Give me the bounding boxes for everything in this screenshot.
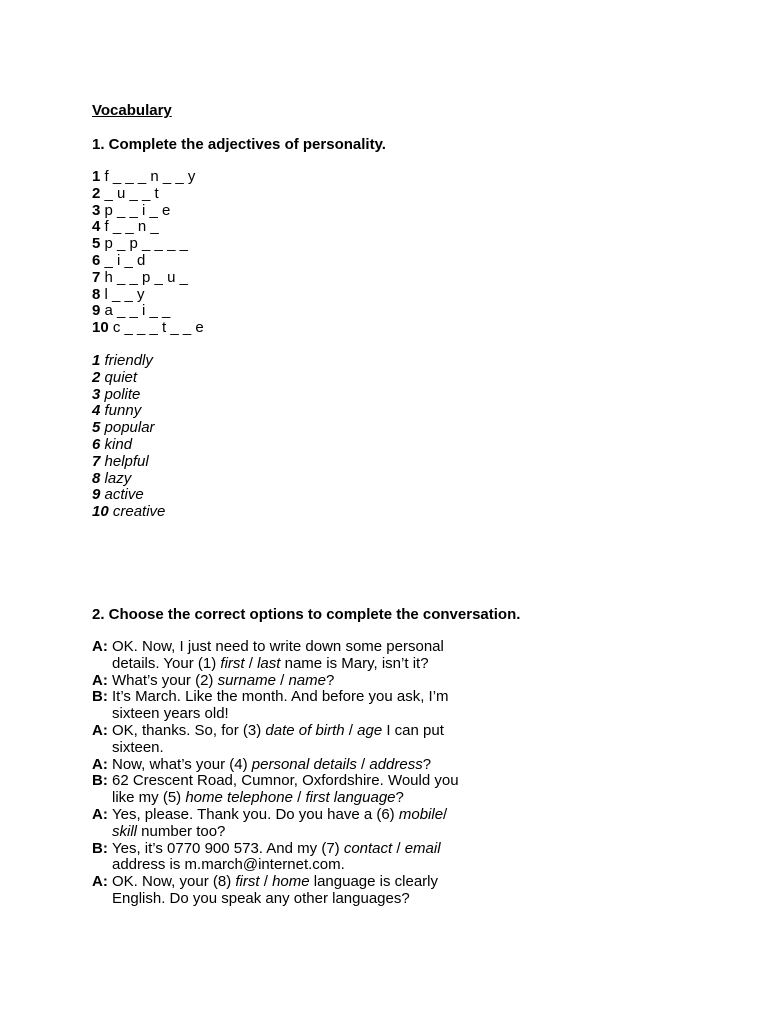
dialogue-line bbox=[112, 841, 472, 858]
dialogue-turn bbox=[92, 723, 472, 757]
answer-item-number: 7 bbox=[92, 452, 101, 470]
answer-item bbox=[92, 487, 692, 504]
dialogue-line bbox=[112, 824, 472, 841]
answer-item-number: 2 bbox=[92, 368, 101, 386]
puzzle-item-number: 3 bbox=[92, 201, 101, 219]
dialogue-text: ? bbox=[422, 755, 432, 773]
speaker-label: A: bbox=[92, 721, 108, 739]
dialogue-text: / bbox=[344, 721, 358, 739]
puzzle-item-number: 10 bbox=[92, 319, 109, 337]
answer-option: first language bbox=[305, 789, 396, 807]
answer-item-text: friendly bbox=[104, 351, 153, 369]
dialogue-text: Yes, it’s 0770 900 573. And my (7) bbox=[112, 839, 344, 857]
dialogue-turn bbox=[92, 841, 472, 875]
puzzle-item bbox=[92, 270, 692, 287]
dialogue-text: ? bbox=[395, 789, 404, 807]
answer-option: first bbox=[220, 654, 245, 672]
puzzle-item-number: 8 bbox=[92, 285, 101, 303]
answer-item-text: active bbox=[104, 486, 144, 504]
puzzle-item-text: f _ _ n _ bbox=[104, 218, 159, 236]
dialogue-line bbox=[112, 689, 472, 706]
exercise-2 bbox=[92, 605, 692, 908]
answer-item-text: quiet bbox=[104, 368, 138, 386]
answer-item-number: 8 bbox=[92, 469, 101, 487]
dialogue-text: OK. Now, I just need to write down some personal bbox=[112, 637, 444, 655]
answer-item-number: 5 bbox=[92, 419, 101, 437]
dialogue-text: language is clearly bbox=[309, 873, 439, 891]
answer-item-text: creative bbox=[112, 503, 166, 521]
puzzle-item-text: _ u _ _ t bbox=[104, 184, 159, 202]
conversation bbox=[92, 639, 692, 908]
puzzle-item-number: 6 bbox=[92, 251, 101, 269]
puzzle-item bbox=[92, 169, 692, 186]
answer-item-text: popular bbox=[104, 419, 155, 437]
dialogue-line bbox=[112, 723, 472, 740]
dialogue-line bbox=[112, 740, 472, 757]
dialogue-line bbox=[112, 857, 472, 874]
puzzle-item bbox=[92, 186, 692, 203]
answer-item-number: 10 bbox=[92, 503, 109, 521]
dialogue-text: 62 Crescent Road, Cumnor, Oxfordshire. Would you bbox=[112, 772, 459, 790]
dialogue-text: like my (5) bbox=[112, 789, 186, 807]
answer-item bbox=[92, 504, 692, 521]
dialogue-text: I can put bbox=[382, 721, 444, 739]
worksheet-page bbox=[92, 101, 692, 908]
answer-option: surname bbox=[217, 671, 276, 689]
answer-item bbox=[92, 353, 692, 370]
dialogue-line bbox=[112, 773, 472, 790]
answer-option: date of birth bbox=[265, 721, 345, 739]
puzzle-item bbox=[92, 219, 692, 236]
answer-item bbox=[92, 471, 692, 488]
speaker-label: A: bbox=[92, 755, 108, 773]
dialogue-line bbox=[112, 757, 472, 774]
section-heading: Vocabulary bbox=[92, 102, 172, 119]
answer-item-text: polite bbox=[104, 385, 141, 403]
exercise-1-title: 1. Complete the adjectives of personality. bbox=[92, 136, 386, 153]
dialogue-text: OK, thanks. So, for (3) bbox=[112, 721, 266, 739]
dialogue-line bbox=[112, 891, 472, 908]
answer-item-number: 4 bbox=[92, 402, 101, 420]
exercise-2-title: 2. Choose the correct options to complete the conversation. bbox=[92, 605, 521, 623]
puzzle-item bbox=[92, 203, 692, 220]
answer-item bbox=[92, 437, 692, 454]
dialogue-text: It’s March. Like the month. And before you ask, I’m bbox=[112, 688, 449, 706]
answer-option: mobile bbox=[398, 805, 444, 823]
puzzle-item bbox=[92, 236, 692, 253]
answer-option: contact bbox=[343, 839, 393, 857]
speaker-label: A: bbox=[92, 637, 108, 655]
answer-option: age bbox=[357, 721, 383, 739]
puzzle-item-text: a _ _ i _ _ bbox=[104, 302, 171, 320]
puzzle-item bbox=[92, 320, 692, 337]
answer-item bbox=[92, 370, 692, 387]
puzzle-item-number: 2 bbox=[92, 184, 101, 202]
puzzle-item-number: 1 bbox=[92, 168, 101, 185]
dialogue-line bbox=[112, 706, 472, 723]
answer-item bbox=[92, 387, 692, 404]
puzzle-item-number: 4 bbox=[92, 218, 101, 236]
answer-option: home telephone bbox=[185, 789, 293, 807]
dialogue-turn bbox=[92, 807, 472, 841]
answer-item-number: 3 bbox=[92, 385, 101, 403]
answer-item-text: helpful bbox=[104, 452, 149, 470]
speaker-label: B: bbox=[92, 688, 108, 706]
dialogue-turn bbox=[92, 773, 472, 807]
puzzle-item bbox=[92, 287, 692, 304]
dialogue-line bbox=[112, 656, 472, 673]
answer-option: home bbox=[272, 873, 310, 891]
answer-option: personal details bbox=[251, 755, 357, 773]
dialogue-text: sixteen. bbox=[112, 738, 164, 756]
dialogue-text: OK. Now, your (8) bbox=[112, 873, 236, 891]
puzzle-list bbox=[92, 169, 692, 337]
answer-item-text: kind bbox=[104, 435, 133, 453]
dialogue-text: / bbox=[356, 755, 370, 773]
answer-item-text: lazy bbox=[104, 469, 132, 487]
answer-item-number: 9 bbox=[92, 486, 101, 504]
puzzle-item-text: _ i _ d bbox=[104, 251, 146, 269]
speaker-label: B: bbox=[92, 772, 108, 790]
speaker-label: A: bbox=[92, 671, 108, 689]
dialogue-text: English. Do you speak any other languages? bbox=[112, 889, 410, 907]
answer-item-number: 6 bbox=[92, 435, 101, 453]
dialogue-turn bbox=[92, 757, 472, 774]
dialogue-text: details. Your (1) bbox=[112, 654, 221, 672]
dialogue-text: / bbox=[259, 873, 273, 891]
dialogue-text: / bbox=[443, 805, 448, 823]
puzzle-item-number: 7 bbox=[92, 268, 101, 286]
dialogue-line bbox=[112, 874, 472, 891]
puzzle-item-number: 5 bbox=[92, 235, 101, 253]
puzzle-item-text: p _ _ i _ e bbox=[104, 201, 171, 219]
puzzle-item bbox=[92, 303, 692, 320]
dialogue-text: / bbox=[244, 654, 258, 672]
exercise-1 bbox=[92, 135, 692, 521]
puzzle-item bbox=[92, 253, 692, 270]
puzzle-item-text: c _ _ _ t _ _ e bbox=[112, 319, 204, 337]
answer-list bbox=[92, 353, 692, 521]
answer-option: address bbox=[369, 755, 423, 773]
dialogue-text: Yes, please. Thank you. Do you have a (6) bbox=[112, 805, 399, 823]
puzzle-item-text: p _ p _ _ _ _ bbox=[104, 235, 188, 253]
dialogue-text: Now, what’s your (4) bbox=[112, 755, 252, 773]
dialogue-turn bbox=[92, 689, 472, 723]
speaker-label: B: bbox=[92, 839, 108, 857]
answer-item bbox=[92, 403, 692, 420]
dialogue-line bbox=[112, 639, 472, 656]
speaker-label: A: bbox=[92, 873, 108, 891]
speaker-label: A: bbox=[92, 805, 108, 823]
answer-option: last bbox=[257, 654, 281, 672]
dialogue-text: / bbox=[292, 789, 306, 807]
dialogue-line bbox=[112, 807, 472, 824]
puzzle-item-text: h _ _ p _ u _ bbox=[104, 268, 188, 286]
puzzle-item-text: l _ _ y bbox=[104, 285, 145, 303]
dialogue-text: / bbox=[275, 671, 289, 689]
dialogue-text: number too? bbox=[137, 822, 226, 840]
dialogue-text: name is Mary, isn’t it? bbox=[280, 654, 429, 672]
answer-option: email bbox=[404, 839, 441, 857]
answer-option: first bbox=[235, 873, 260, 891]
answer-option: skill bbox=[112, 822, 137, 840]
puzzle-item-number: 9 bbox=[92, 302, 101, 320]
puzzle-item-text: f _ _ _ n _ _ y bbox=[104, 168, 196, 185]
dialogue-text: sixteen years old! bbox=[112, 705, 229, 723]
dialogue-text: / bbox=[392, 839, 405, 857]
dialogue-turn bbox=[92, 639, 472, 673]
dialogue-line bbox=[112, 790, 472, 807]
answer-item bbox=[92, 454, 692, 471]
answer-item-number: 1 bbox=[92, 351, 101, 369]
dialogue-line bbox=[112, 673, 472, 690]
answer-item-text: funny bbox=[104, 402, 142, 420]
dialogue-text: What’s your (2) bbox=[112, 671, 218, 689]
dialogue-turn bbox=[92, 673, 472, 690]
dialogue-text: address is m.march@internet.com. bbox=[112, 856, 345, 874]
answer-item bbox=[92, 420, 692, 437]
dialogue-turn bbox=[92, 874, 472, 908]
dialogue-text: ? bbox=[326, 671, 335, 689]
answer-option: name bbox=[288, 671, 326, 689]
